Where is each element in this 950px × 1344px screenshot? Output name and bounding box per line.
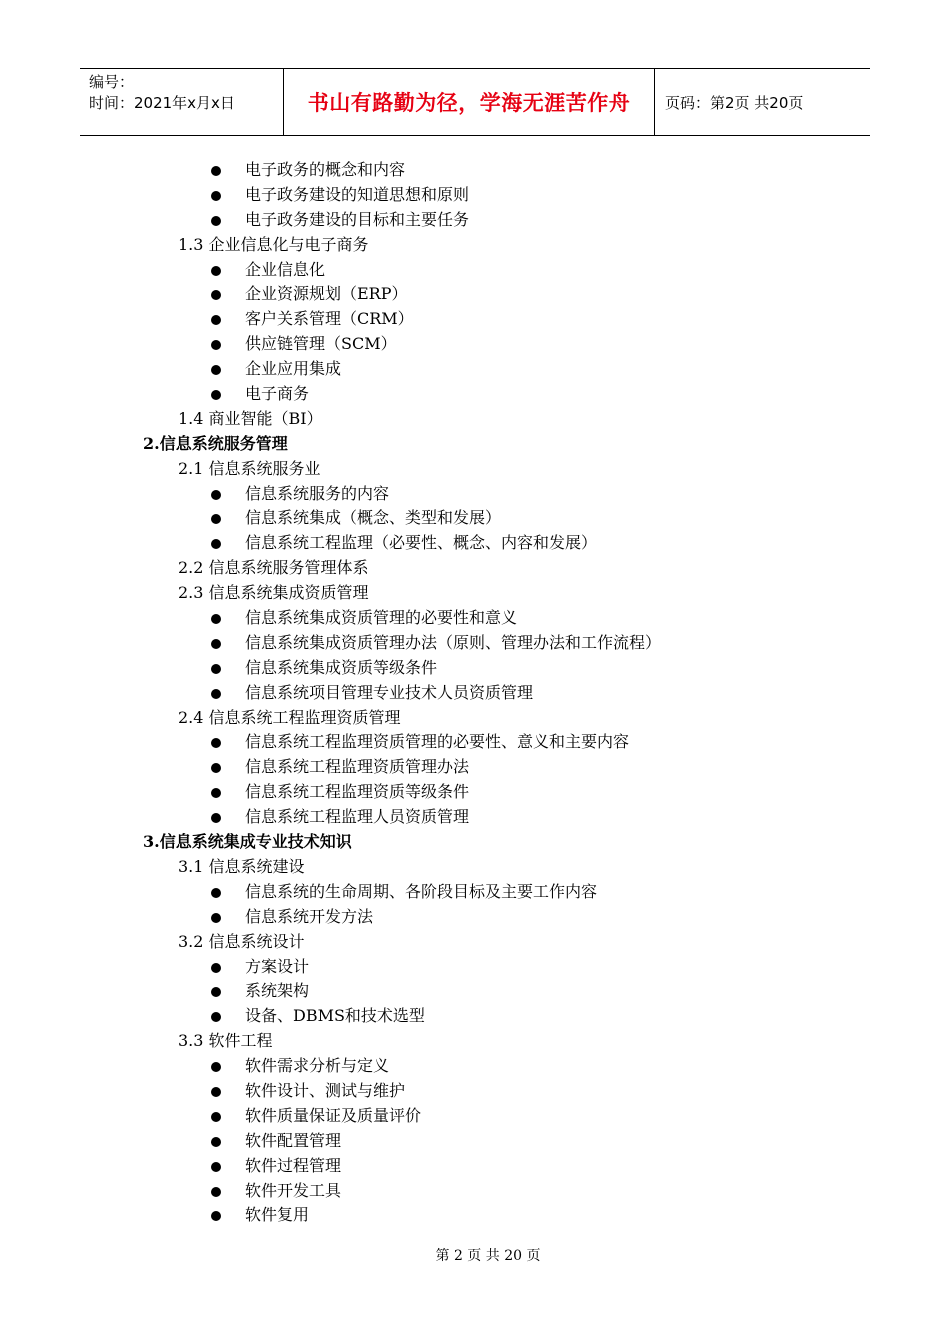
list-item — [0, 656, 950, 681]
line-text: 方案设计 — [245, 956, 310, 976]
list-item — [0, 805, 950, 830]
list-item — [0, 730, 950, 755]
bullet-icon — [211, 1211, 221, 1221]
bullet-icon — [211, 639, 221, 649]
list-item — [0, 1154, 950, 1179]
list-item — [0, 905, 950, 930]
list-item — [0, 258, 950, 283]
page-header — [80, 68, 870, 136]
line-text: 3.1 信息系统建设 — [178, 856, 305, 876]
list-item — [0, 1104, 950, 1129]
list-item — [0, 1004, 950, 1029]
page-footer — [0, 1245, 950, 1265]
section-heading — [0, 432, 950, 457]
bullet-icon — [211, 514, 221, 524]
list-item — [0, 332, 950, 357]
list-item — [0, 606, 950, 631]
bullet-icon — [211, 340, 221, 350]
header-number-label: 编号： — [89, 73, 135, 91]
line-text: 信息系统工程监理资质管理的必要性、意义和主要内容 — [245, 732, 630, 752]
list-item — [0, 955, 950, 980]
line-text: 企业信息化 — [245, 259, 326, 279]
line-text: 电子政务建设的目标和主要任务 — [245, 209, 470, 229]
bullet-icon — [211, 1162, 221, 1172]
line-text: 软件复用 — [245, 1205, 310, 1225]
bullet-icon — [211, 913, 221, 923]
line-text: 软件过程管理 — [245, 1155, 342, 1175]
subsection-heading — [0, 855, 950, 880]
bullet-icon — [211, 1112, 221, 1122]
bullet-icon — [211, 664, 221, 674]
line-text: 3.2 信息系统设计 — [178, 931, 305, 951]
list-item — [0, 357, 950, 382]
list-item — [0, 681, 950, 706]
list-item — [0, 158, 950, 183]
line-text: 2.3 信息系统集成资质管理 — [178, 583, 369, 603]
list-item — [0, 382, 950, 407]
line-text: 供应链管理（SCM） — [245, 334, 397, 354]
line-text: 软件质量保证及质量评价 — [245, 1105, 422, 1125]
list-item — [0, 208, 950, 233]
subsection-heading — [0, 457, 950, 482]
bullet-icon — [211, 1012, 221, 1022]
list-item — [0, 880, 950, 905]
line-text: 1.3 企业信息化与电子商务 — [178, 234, 369, 254]
line-text: 信息系统集成资质管理的必要性和意义 — [245, 608, 518, 628]
header-page-label: 页码：第2页 共20页 — [665, 93, 804, 112]
list-item — [0, 1054, 950, 1079]
list-item — [0, 780, 950, 805]
subsection-heading — [0, 233, 950, 258]
bullet-icon — [211, 813, 221, 823]
subsection-heading — [0, 930, 950, 955]
line-text: 信息系统工程监理人员资质管理 — [245, 807, 470, 827]
line-text: 信息系统的生命周期、各阶段目标及主要工作内容 — [245, 881, 598, 901]
line-text: 信息系统集成（概念、类型和发展） — [245, 508, 502, 528]
list-item — [0, 979, 950, 1004]
bullet-icon — [211, 315, 221, 325]
header-motto-cell — [283, 69, 655, 135]
line-text: 软件设计、测试与维护 — [245, 1080, 406, 1100]
section-heading — [0, 830, 950, 855]
line-text: 3.3 软件工程 — [178, 1031, 273, 1051]
header-left-cell — [80, 69, 283, 135]
header-motto: 书山有路勤为径，学海无涯苦作舟 — [307, 91, 631, 115]
list-item — [0, 482, 950, 507]
subsection-heading — [0, 706, 950, 731]
bullet-icon — [211, 1187, 221, 1197]
list-item — [0, 1129, 950, 1154]
line-text: 信息系统开发方法 — [245, 906, 374, 926]
line-text: 企业应用集成 — [245, 359, 342, 379]
line-text: 信息系统集成资质等级条件 — [245, 657, 438, 677]
line-text: 2.信息系统服务管理 — [143, 433, 288, 453]
line-text: 1.4 商业智能（BI） — [178, 408, 323, 428]
bullet-icon — [211, 614, 221, 624]
bullet-icon — [211, 1087, 221, 1097]
subsection-heading — [0, 407, 950, 432]
line-text: 软件开发工具 — [245, 1180, 342, 1200]
line-text: 信息系统服务的内容 — [245, 483, 390, 503]
list-item — [0, 307, 950, 332]
line-text: 信息系统集成资质管理办法（原则、管理办法和工作流程） — [245, 632, 662, 652]
line-text: 电子政务建设的知道思想和原则 — [245, 184, 470, 204]
bullet-icon — [211, 266, 221, 276]
bullet-icon — [211, 166, 221, 176]
line-text: 客户关系管理（CRM） — [245, 309, 414, 329]
bullet-icon — [211, 290, 221, 300]
line-text: 2.2 信息系统服务管理体系 — [178, 558, 369, 578]
subsection-heading — [0, 581, 950, 606]
line-text: 3.信息系统集成专业技术知识 — [143, 832, 352, 852]
document-body — [0, 158, 950, 1228]
list-item — [0, 1203, 950, 1228]
bullet-icon — [211, 539, 221, 549]
line-text: 软件配置管理 — [245, 1130, 342, 1150]
line-text: 信息系统项目管理专业技术人员资质管理 — [245, 682, 534, 702]
subsection-heading — [0, 1029, 950, 1054]
line-text: 2.1 信息系统服务业 — [178, 458, 321, 478]
line-text: 2.4 信息系统工程监理资质管理 — [178, 707, 401, 727]
list-item — [0, 631, 950, 656]
subsection-heading — [0, 556, 950, 581]
line-text: 企业资源规划（ERP） — [245, 284, 408, 304]
line-text: 信息系统工程监理资质管理办法 — [245, 757, 470, 777]
bullet-icon — [211, 191, 221, 201]
bullet-icon — [211, 1062, 221, 1072]
bullet-icon — [211, 390, 221, 400]
line-text: 电子商务 — [245, 384, 310, 404]
bullet-icon — [211, 888, 221, 898]
header-time-label: 时间：2021年x月x日 — [89, 94, 235, 112]
bullet-icon — [211, 689, 221, 699]
bullet-icon — [211, 788, 221, 798]
bullet-icon — [211, 738, 221, 748]
bullet-icon — [211, 987, 221, 997]
list-item — [0, 755, 950, 780]
list-item — [0, 531, 950, 556]
bullet-icon — [211, 490, 221, 500]
footer-page-number: 第 2 页 共 20 页 — [435, 1248, 541, 1264]
bullet-icon — [211, 365, 221, 375]
list-item — [0, 1079, 950, 1104]
list-item — [0, 1179, 950, 1204]
bullet-icon — [211, 216, 221, 226]
header-page-cell — [655, 69, 870, 135]
list-item — [0, 506, 950, 531]
line-text: 设备、DBMS和技术选型 — [245, 1006, 425, 1026]
bullet-icon — [211, 1137, 221, 1147]
line-text: 信息系统工程监理资质等级条件 — [245, 782, 470, 802]
list-item — [0, 282, 950, 307]
line-text: 信息系统工程监理（必要性、概念、内容和发展） — [245, 533, 598, 553]
line-text: 电子政务的概念和内容 — [245, 160, 406, 179]
line-text: 软件需求分析与定义 — [245, 1056, 390, 1076]
bullet-icon — [211, 763, 221, 773]
bullet-icon — [211, 963, 221, 973]
line-text: 系统架构 — [245, 981, 310, 1001]
list-item — [0, 183, 950, 208]
